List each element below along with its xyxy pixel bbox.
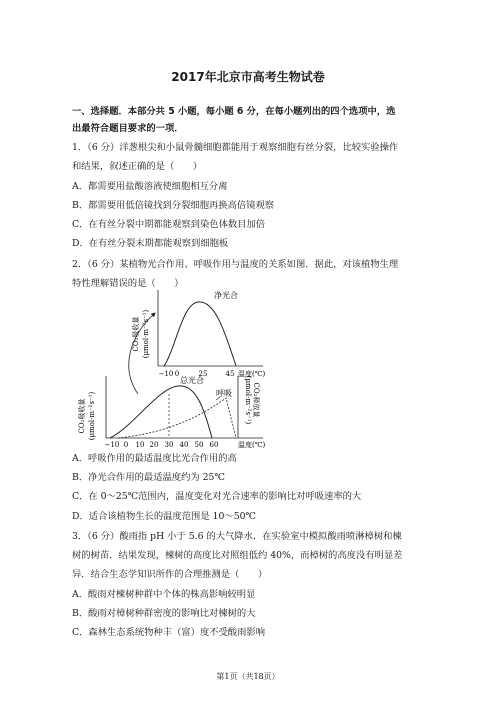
bottom-left-ylabel: CO₂吸收量 (78, 398, 86, 434)
bottom-right-ylabel: CO₂释放量 (252, 382, 260, 418)
question-3-stem-line-3: 异．结合生态学知识所作的合理推测是（ ） (72, 569, 268, 580)
bottom-tick-3: 10 (135, 441, 145, 448)
section-heading-line-1: 一、选择题．本部分共 5 小题，每小题 6 分，在每小题列出的四个选项中，选 (72, 106, 396, 117)
question-3-option-a: A．酸雨对楝树种群中个体的株高影响较明显 (72, 589, 256, 600)
bottom-tick-2: 0 (123, 441, 129, 448)
bottom-tick-7: 50 (194, 441, 204, 448)
bottom-right-yunit: (μmol·m⁻²s⁻¹) (244, 375, 252, 425)
question-2-stem-line-2: 特性理解错误的是（ ） (72, 278, 184, 289)
page-footer: 第1页（共18页） (216, 672, 280, 681)
question-2-option-c: C．在 0～25℃范围内，温度变化对光合速率的影响比对呼吸速率的大 (72, 491, 362, 502)
question-1-option-a: A．都需要用盐酸溶液使细胞相互分离 (72, 181, 228, 192)
question-1-option-d: D．在有丝分裂末期都能观察到细胞板 (72, 238, 229, 249)
top-xlabel: 温度(℃) (238, 370, 266, 378)
question-2-option-d: D．适合该植物生长的温度范围是 10～50℃ (72, 511, 256, 522)
figure-svg (78, 276, 278, 448)
net-photosynthesis-curve (164, 302, 236, 366)
top-tick-1: −10 (158, 370, 174, 378)
bottom-tick-8: 60 (209, 441, 219, 448)
bottom-left-yunit: (μmol·m⁻²s⁻¹) (88, 391, 96, 441)
page-title: 2017年北京市高考生物试卷 (171, 70, 325, 84)
top-ylabel: CO₂吸收量 (132, 316, 140, 352)
temperature-figure (78, 276, 278, 448)
bottom-tick-1: −10 (104, 441, 120, 448)
question-3-stem-line-2: 树的树苗．结果发现，楝树的高度比对照组低约 40%，而樟树的高度没有明显差 (72, 550, 403, 561)
bottom-tick-5: 30 (164, 441, 174, 448)
top-tick-2: 0 (174, 370, 180, 378)
top-tick-4: 45 (225, 370, 235, 378)
bottom-xlabel: 温度(℃) (238, 441, 266, 448)
question-1-stem-line-2: 和结果，叙述正确的是（ ） (72, 161, 203, 172)
question-2-stem-line-1: 2．（6 分）某植物光合作用、呼吸作用与温度的关系如图．据此，对该植物生理 (72, 259, 399, 270)
question-3-stem-line-1: 3．（6 分）酸雨指 pH 小于 5.6 的大气降水．在实验室中模拟酸雨喷淋樟树和楝 (72, 531, 402, 542)
section-heading-line-2: 出最符合题目要求的一项． (72, 123, 184, 134)
question-2-option-b: B．净光合作用的最适温度约为 25℃ (72, 472, 225, 483)
question-1-option-b: B．都需要用低倍镜找到分裂细胞再换高倍镜观察 (72, 200, 275, 211)
net-photosynthesis-label: 净光合 (214, 291, 238, 300)
respiration-label: 呼吸 (216, 389, 232, 398)
question-2-option-a: A．呼吸作用的最适温度比光合作用的高 (72, 453, 237, 464)
question-3-option-b: B．酸雨对樟树种群密度的影响比对楝树的大 (72, 608, 256, 619)
bottom-tick-6: 40 (179, 441, 189, 448)
total-photosynthesis-label: 总光合 (180, 376, 204, 385)
question-1-stem-line-1: 1．（6 分）洋葱根尖和小鼠骨髓细胞都能用于观察细胞有丝分裂，比较实验操作 (72, 142, 399, 153)
bottom-tick-4: 20 (149, 441, 159, 448)
top-yunit: (μmol·m⁻²s⁻¹) (142, 309, 150, 359)
question-3-option-c: C．森林生态系统物种丰（富）度不受酸雨影响 (72, 627, 266, 638)
top-tick-3: 25 (198, 370, 208, 378)
question-1-option-c: C．在有丝分裂中期都能观察到染色体数目加倍 (72, 219, 266, 230)
